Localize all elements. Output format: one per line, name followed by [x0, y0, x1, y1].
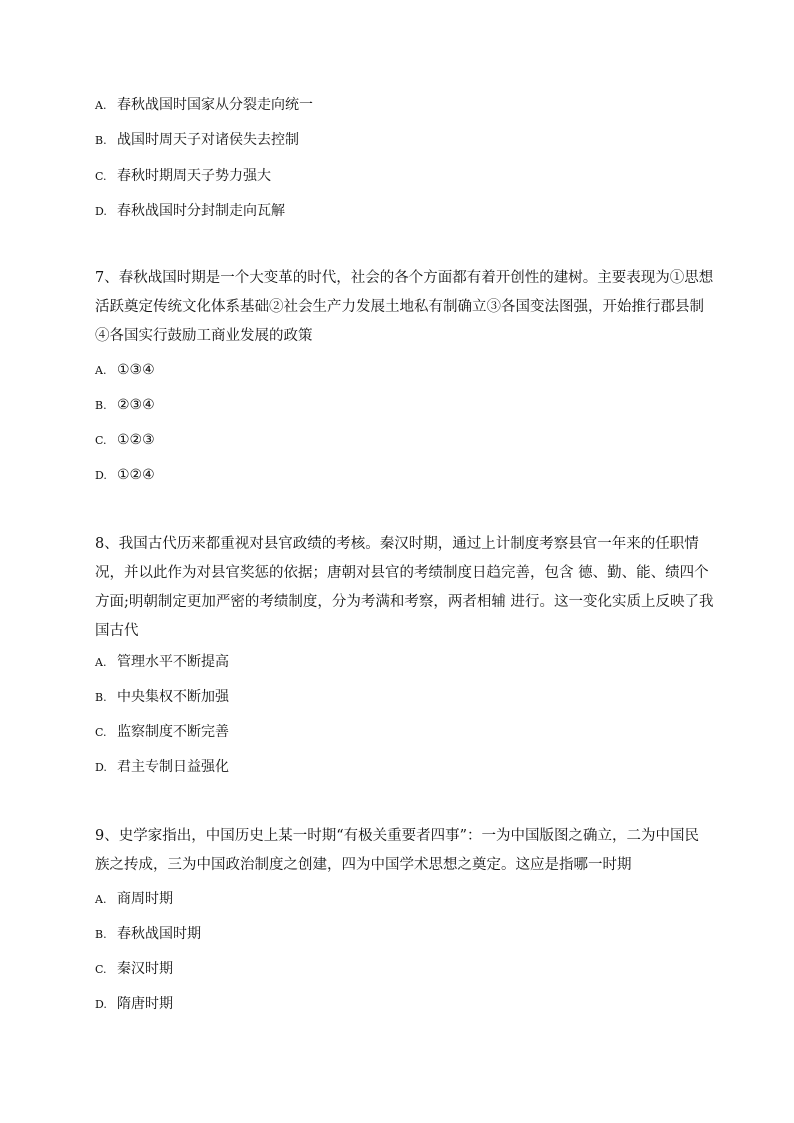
q9-option-d[interactable] [95, 994, 173, 1015]
option-text: 君主专制日益强化 [117, 759, 229, 775]
q7-option-a[interactable] [95, 360, 155, 381]
option-text: ①②④ [117, 467, 155, 483]
q9-option-b[interactable] [95, 924, 201, 945]
option-letter: D. [95, 998, 107, 1011]
option-letter: A. [95, 99, 107, 112]
q6-option-c[interactable] [95, 166, 271, 187]
q8-option-a[interactable] [95, 652, 229, 673]
q7-option-d[interactable] [95, 465, 155, 486]
option-letter: A. [95, 893, 107, 906]
q8-stem-line-1: 8、我国古代历来都重视对县官政绩的考核。秦汉时期，通过上计制度考察县官一年来的任职情 [95, 536, 699, 552]
option-text: 春秋战国时分封制走向瓦解 [117, 203, 285, 219]
q8-stem-line-4: 国古代 [95, 623, 139, 639]
option-letter: D. [95, 205, 107, 218]
option-letter: B. [95, 691, 107, 704]
q7-stem-line-2: 活跃奠定传统文化体系基础②社会生产力发展土地私有制确立③各国变法图强，开始推行郡县制 [95, 299, 704, 315]
option-text: 春秋战国时国家从分裂走向统一 [117, 97, 313, 113]
q9-stem [95, 822, 700, 880]
option-letter: C. [95, 434, 107, 447]
q8-option-c[interactable] [95, 722, 229, 743]
q8-option-d[interactable] [95, 757, 229, 778]
option-text: 春秋战国时期 [117, 926, 201, 942]
option-letter: B. [95, 399, 107, 412]
option-text: 春秋时期周天子势力强大 [117, 168, 271, 184]
q8-stem-line-3: 方面;明朝制定更加严密的考绩制度，分为考满和考察，两者相辅 进行。这一变化实质上反映了我 [95, 594, 714, 610]
option-text: ②③④ [117, 397, 155, 413]
option-letter: C. [95, 170, 107, 183]
q8-stem-line-2: 况，并以此作为对县官奖惩的依据；唐朝对县官的考绩制度日趋完善，包含 德、勤、能、绩四个 [95, 565, 709, 581]
q8-option-b[interactable] [95, 687, 229, 708]
option-letter: A. [95, 364, 107, 377]
option-letter: B. [95, 928, 107, 941]
option-text: 商周时期 [117, 891, 173, 907]
q8-stem [95, 530, 714, 646]
q7-stem [95, 264, 714, 351]
option-text: 秦汉时期 [117, 961, 173, 977]
option-text: ①②③ [117, 432, 155, 448]
option-letter: A. [95, 656, 107, 669]
option-text: ①③④ [117, 362, 155, 378]
q6-option-a[interactable] [95, 95, 313, 116]
q9-stem-line-1: 9、史学家指出，中国历史上某一时期“有极关重要者四事”：一为中国版图之确立，二为中国民 [95, 828, 700, 844]
option-letter: C. [95, 963, 107, 976]
option-letter: D. [95, 469, 107, 482]
option-letter: B. [95, 134, 107, 147]
option-letter: C. [95, 726, 107, 739]
q6-option-d[interactable] [95, 201, 285, 222]
q9-stem-line-2: 族之抟成，三为中国政治制度之创建，四为中国学术思想之奠定。这应是指哪一时期 [95, 857, 632, 873]
option-text: 管理水平不断提高 [117, 654, 229, 670]
q9-option-c[interactable] [95, 959, 173, 980]
option-text: 隋唐时期 [117, 996, 173, 1012]
q6-option-b[interactable] [95, 130, 299, 151]
q9-option-a[interactable] [95, 889, 173, 910]
option-text: 战国时周天子对诸侯失去控制 [117, 132, 299, 148]
q7-stem-line-1: 7、春秋战国时期是一个大变革的时代，社会的各个方面都有着开创性的建树。主要表现为①思想 [95, 270, 714, 286]
option-text: 中央集权不断加强 [117, 689, 229, 705]
q7-stem-line-3: ④各国实行鼓励工商业发展的政策 [95, 328, 313, 344]
q7-option-c[interactable] [95, 430, 155, 451]
q7-option-b[interactable] [95, 395, 155, 416]
option-text: 监察制度不断完善 [117, 724, 229, 740]
option-letter: D. [95, 761, 107, 774]
